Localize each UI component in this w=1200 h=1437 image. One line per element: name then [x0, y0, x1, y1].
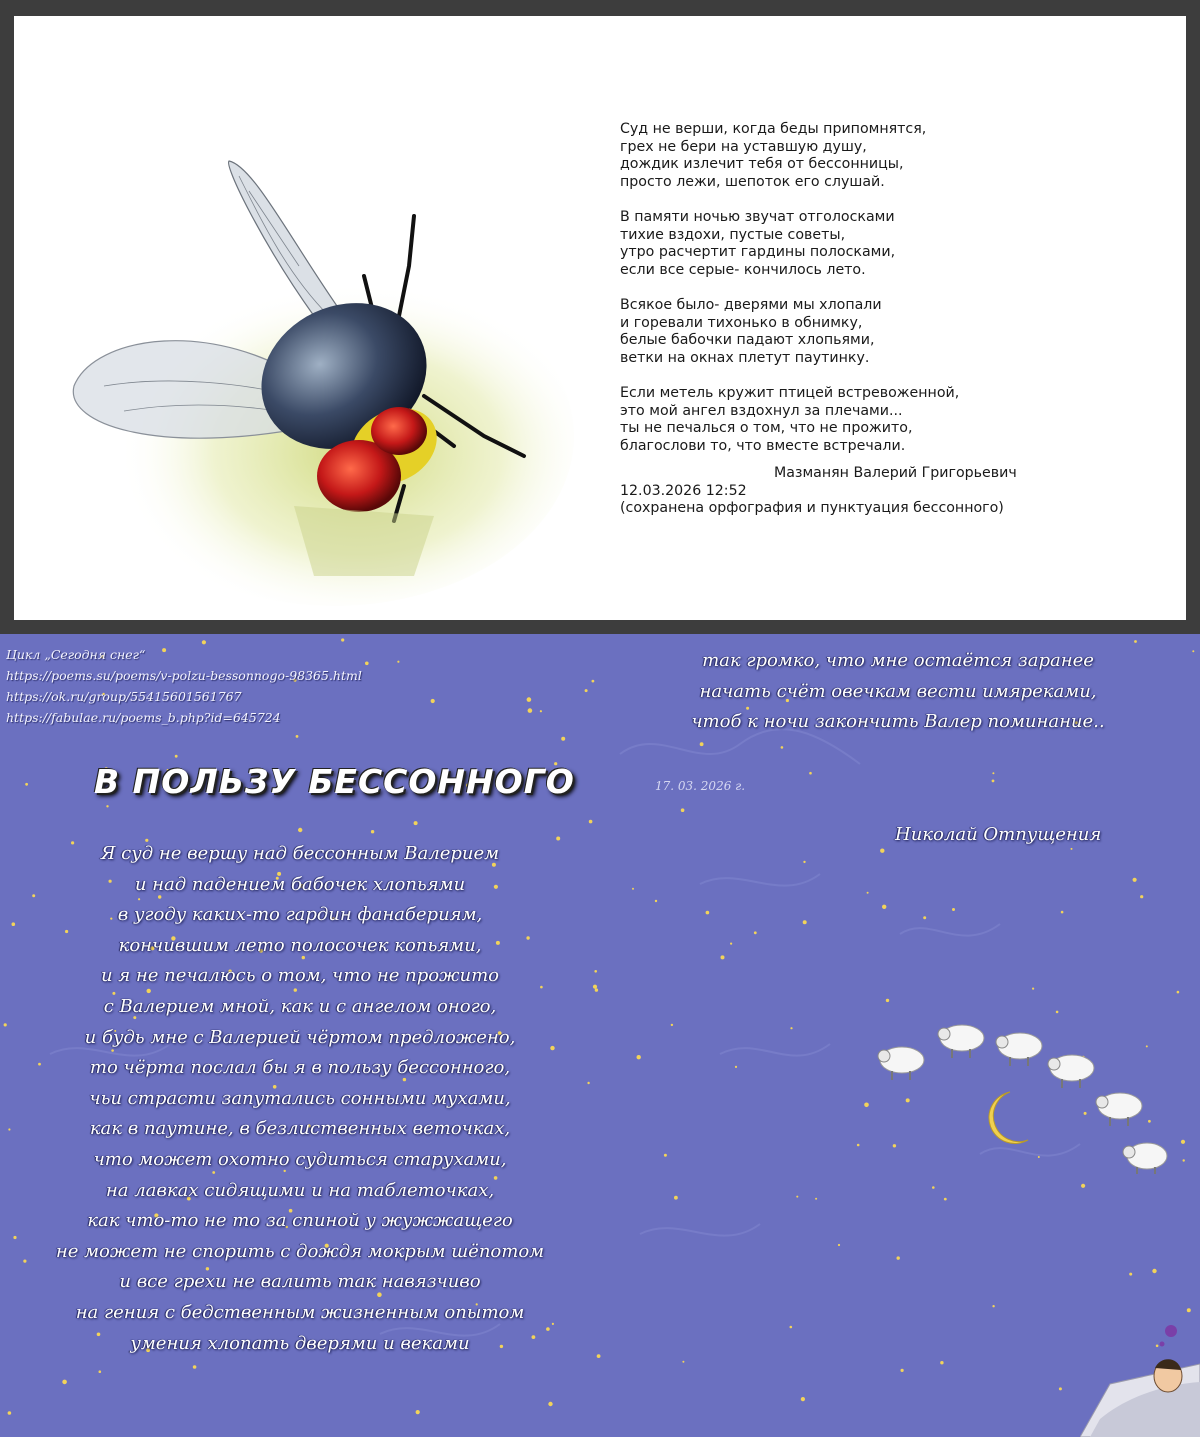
star — [527, 697, 532, 702]
star — [923, 916, 926, 919]
star — [341, 638, 344, 641]
poem-line: что может охотно судиться старухами, — [93, 1148, 507, 1170]
star — [416, 1410, 420, 1414]
poem-line: на гения с бедственным жизненным опытом — [75, 1301, 525, 1323]
poem-line: как в паутине, в безлиственных веточках, — [89, 1118, 511, 1140]
star — [1059, 1387, 1062, 1390]
cycle-label: Цикл „Сегодня снег“ — [6, 647, 146, 662]
poem-datetime: 12.03.2026 12:52 — [620, 482, 747, 499]
star — [706, 911, 710, 915]
star — [944, 1198, 947, 1201]
poem-line: это мой ангел вздохнул за плечами... — [620, 402, 903, 419]
poem-line: В памяти ночью звучат отголосками — [620, 208, 895, 225]
star — [882, 905, 886, 909]
star — [296, 735, 299, 738]
bottom-poem-card — [0, 634, 1200, 1437]
star — [298, 828, 302, 832]
star — [193, 1365, 197, 1369]
top-poem-card — [14, 16, 1186, 620]
star — [397, 661, 399, 663]
poem-line: и все грехи не валить так навязчиво — [119, 1271, 481, 1293]
poem-line: и над падением бабочек хлопьями — [134, 873, 466, 895]
star — [897, 1256, 900, 1259]
star — [674, 1196, 678, 1200]
moon-icon — [989, 1092, 1028, 1144]
star — [1140, 895, 1143, 898]
poem-line: чтоб к ночи закончить Валер поминание.. — [691, 711, 1105, 732]
poem-line: тихие вздохи, пустые советы, — [620, 226, 846, 243]
star — [365, 662, 369, 666]
star — [1032, 988, 1034, 990]
star — [682, 1361, 684, 1363]
poem-line: просто лежи, шепоток его слушай. — [620, 173, 885, 190]
star — [1134, 640, 1137, 643]
star — [592, 680, 595, 683]
star — [1061, 911, 1064, 914]
star — [1129, 1273, 1132, 1276]
star — [940, 1361, 943, 1364]
poem-line: на лавках сидящими и на таблеточках, — [105, 1179, 495, 1201]
star — [992, 780, 995, 783]
poem-line: как что-то не то за спиной у жужжащего — [87, 1210, 513, 1232]
star — [1187, 1308, 1191, 1312]
poem-line: Суд не верши, когда беды припомнятся, — [620, 121, 927, 137]
star — [637, 1055, 641, 1059]
star — [371, 830, 374, 833]
star — [803, 861, 805, 863]
star — [1177, 991, 1180, 994]
star — [589, 820, 593, 824]
star — [1152, 1269, 1156, 1273]
star — [754, 931, 757, 934]
star — [561, 737, 565, 741]
link-ok-ru[interactable]: https://ok.ru/group/55415601561767 — [6, 689, 242, 704]
poem-line: ветки на окнах плетут паутинку. — [620, 349, 870, 366]
star — [62, 1380, 67, 1385]
star — [730, 943, 732, 945]
link-poems-su[interactable]: https://poems.su/poems/v-polzu-bessonnogo-98365.html — [6, 668, 362, 683]
star — [414, 821, 418, 825]
poem-line: и я не печалюсь о том, что не прожито — [100, 965, 500, 987]
sheep-and-moon-illustration — [860, 1004, 1200, 1194]
star — [671, 1024, 673, 1026]
star — [809, 772, 812, 775]
poem-line: благослови то, что вместе встречали. — [620, 437, 906, 454]
poem-right-column — [618, 646, 1178, 738]
stanza — [620, 121, 1090, 191]
star — [880, 849, 884, 853]
poem-line: и будь мне с Валерией чёртом предложено, — [84, 1026, 516, 1048]
star — [886, 999, 889, 1002]
poem-note: (сохранена орфография и пунктуация бессонного) — [620, 500, 1004, 517]
star — [790, 1027, 792, 1029]
star — [528, 708, 533, 713]
poem-line: так громко, что мне остаётся заранее — [702, 650, 1094, 671]
sleeping-man-illustration — [1080, 1324, 1200, 1437]
star — [790, 1326, 793, 1329]
sheep-icon — [1048, 1055, 1094, 1088]
star — [867, 892, 869, 894]
poem-author: Мазманян Валерий Григорьевич — [774, 465, 1017, 482]
source-links — [6, 644, 362, 728]
star — [992, 772, 994, 774]
star — [1071, 848, 1073, 850]
poem-line: Я суд не вершу над бессонным Валерием — [100, 843, 500, 864]
stanza — [620, 297, 1090, 367]
star — [901, 1369, 904, 1372]
star — [803, 920, 807, 924]
star — [815, 1198, 817, 1200]
poem-line: Если метель кружит птицей встревоженной, — [620, 384, 960, 401]
poem-line: чьи страсти запутались сонными мухами, — [89, 1087, 511, 1109]
stanza — [620, 209, 1090, 279]
poem-line: в угоду каких-то гардин фанабериям, — [117, 904, 483, 926]
poem-line: то чёрта послал бы я в пользу бессонного, — [89, 1057, 511, 1079]
star — [721, 955, 725, 959]
star — [801, 1397, 805, 1401]
star — [781, 746, 784, 749]
poem-line: ты не печалься о том, что не прожито, — [620, 420, 913, 437]
star — [548, 1402, 552, 1406]
star — [632, 888, 634, 890]
star — [99, 1370, 102, 1373]
sheep-icon — [1123, 1143, 1167, 1174]
poem-left-column — [0, 839, 600, 1359]
poem-line: кончившим лето полосочек копьями, — [118, 934, 482, 956]
poem-line: не может не спорить с дождя мокрым шёпотом — [55, 1240, 545, 1262]
poem-signature: Николай Отпущения — [895, 824, 1102, 845]
star — [992, 1305, 994, 1307]
fly-illustration — [14, 16, 574, 620]
sheep-icon — [878, 1047, 924, 1080]
star — [735, 1066, 737, 1068]
link-fabulae[interactable]: https://fabulae.ru/poems_b.php?id=645724 — [6, 710, 281, 725]
poem-line: Всякое было- дверями мы хлопали — [620, 296, 882, 313]
star — [655, 900, 657, 902]
star — [796, 1196, 798, 1198]
star — [25, 783, 28, 786]
star — [8, 1411, 12, 1415]
star — [700, 742, 704, 746]
star — [681, 808, 685, 812]
poem-line: утро расчертит гардины полосками, — [620, 244, 896, 261]
poem-line: умения хлопать дверями и веками — [130, 1332, 470, 1354]
star — [585, 689, 588, 692]
star — [664, 1154, 667, 1157]
poem-line: белые бабочки падают хлопьями, — [620, 332, 875, 349]
poem-line: и горевали тихонько в обнимку, — [620, 314, 863, 331]
sheep-icon — [938, 1025, 984, 1058]
star — [175, 755, 178, 758]
star — [1192, 650, 1194, 652]
poem-line: начать счёт овечкам вести имяреками, — [699, 680, 1097, 702]
poem-line: дождик излечит тебя от бессонницы, — [620, 156, 904, 173]
star — [431, 699, 435, 703]
sheep-icon — [1096, 1093, 1142, 1126]
poem-title: В ПОЛЬЗУ БЕССОННОГО — [94, 762, 575, 801]
poem-line: если все серые- кончилось лето. — [620, 261, 866, 278]
poem-date: 17. 03. 2026 г. — [655, 779, 746, 793]
star — [1133, 878, 1137, 882]
star — [540, 710, 542, 712]
star — [106, 805, 108, 807]
star — [838, 1244, 840, 1246]
top-frame — [0, 0, 1200, 634]
stanza — [620, 385, 1090, 455]
poem-line: с Валерием мной, как и с ангелом оного, — [103, 995, 497, 1017]
star — [952, 908, 955, 911]
top-poem — [620, 121, 1090, 518]
poem-line: грех не бери на уставшую душу, — [620, 138, 867, 155]
sheep-icon — [996, 1033, 1042, 1066]
